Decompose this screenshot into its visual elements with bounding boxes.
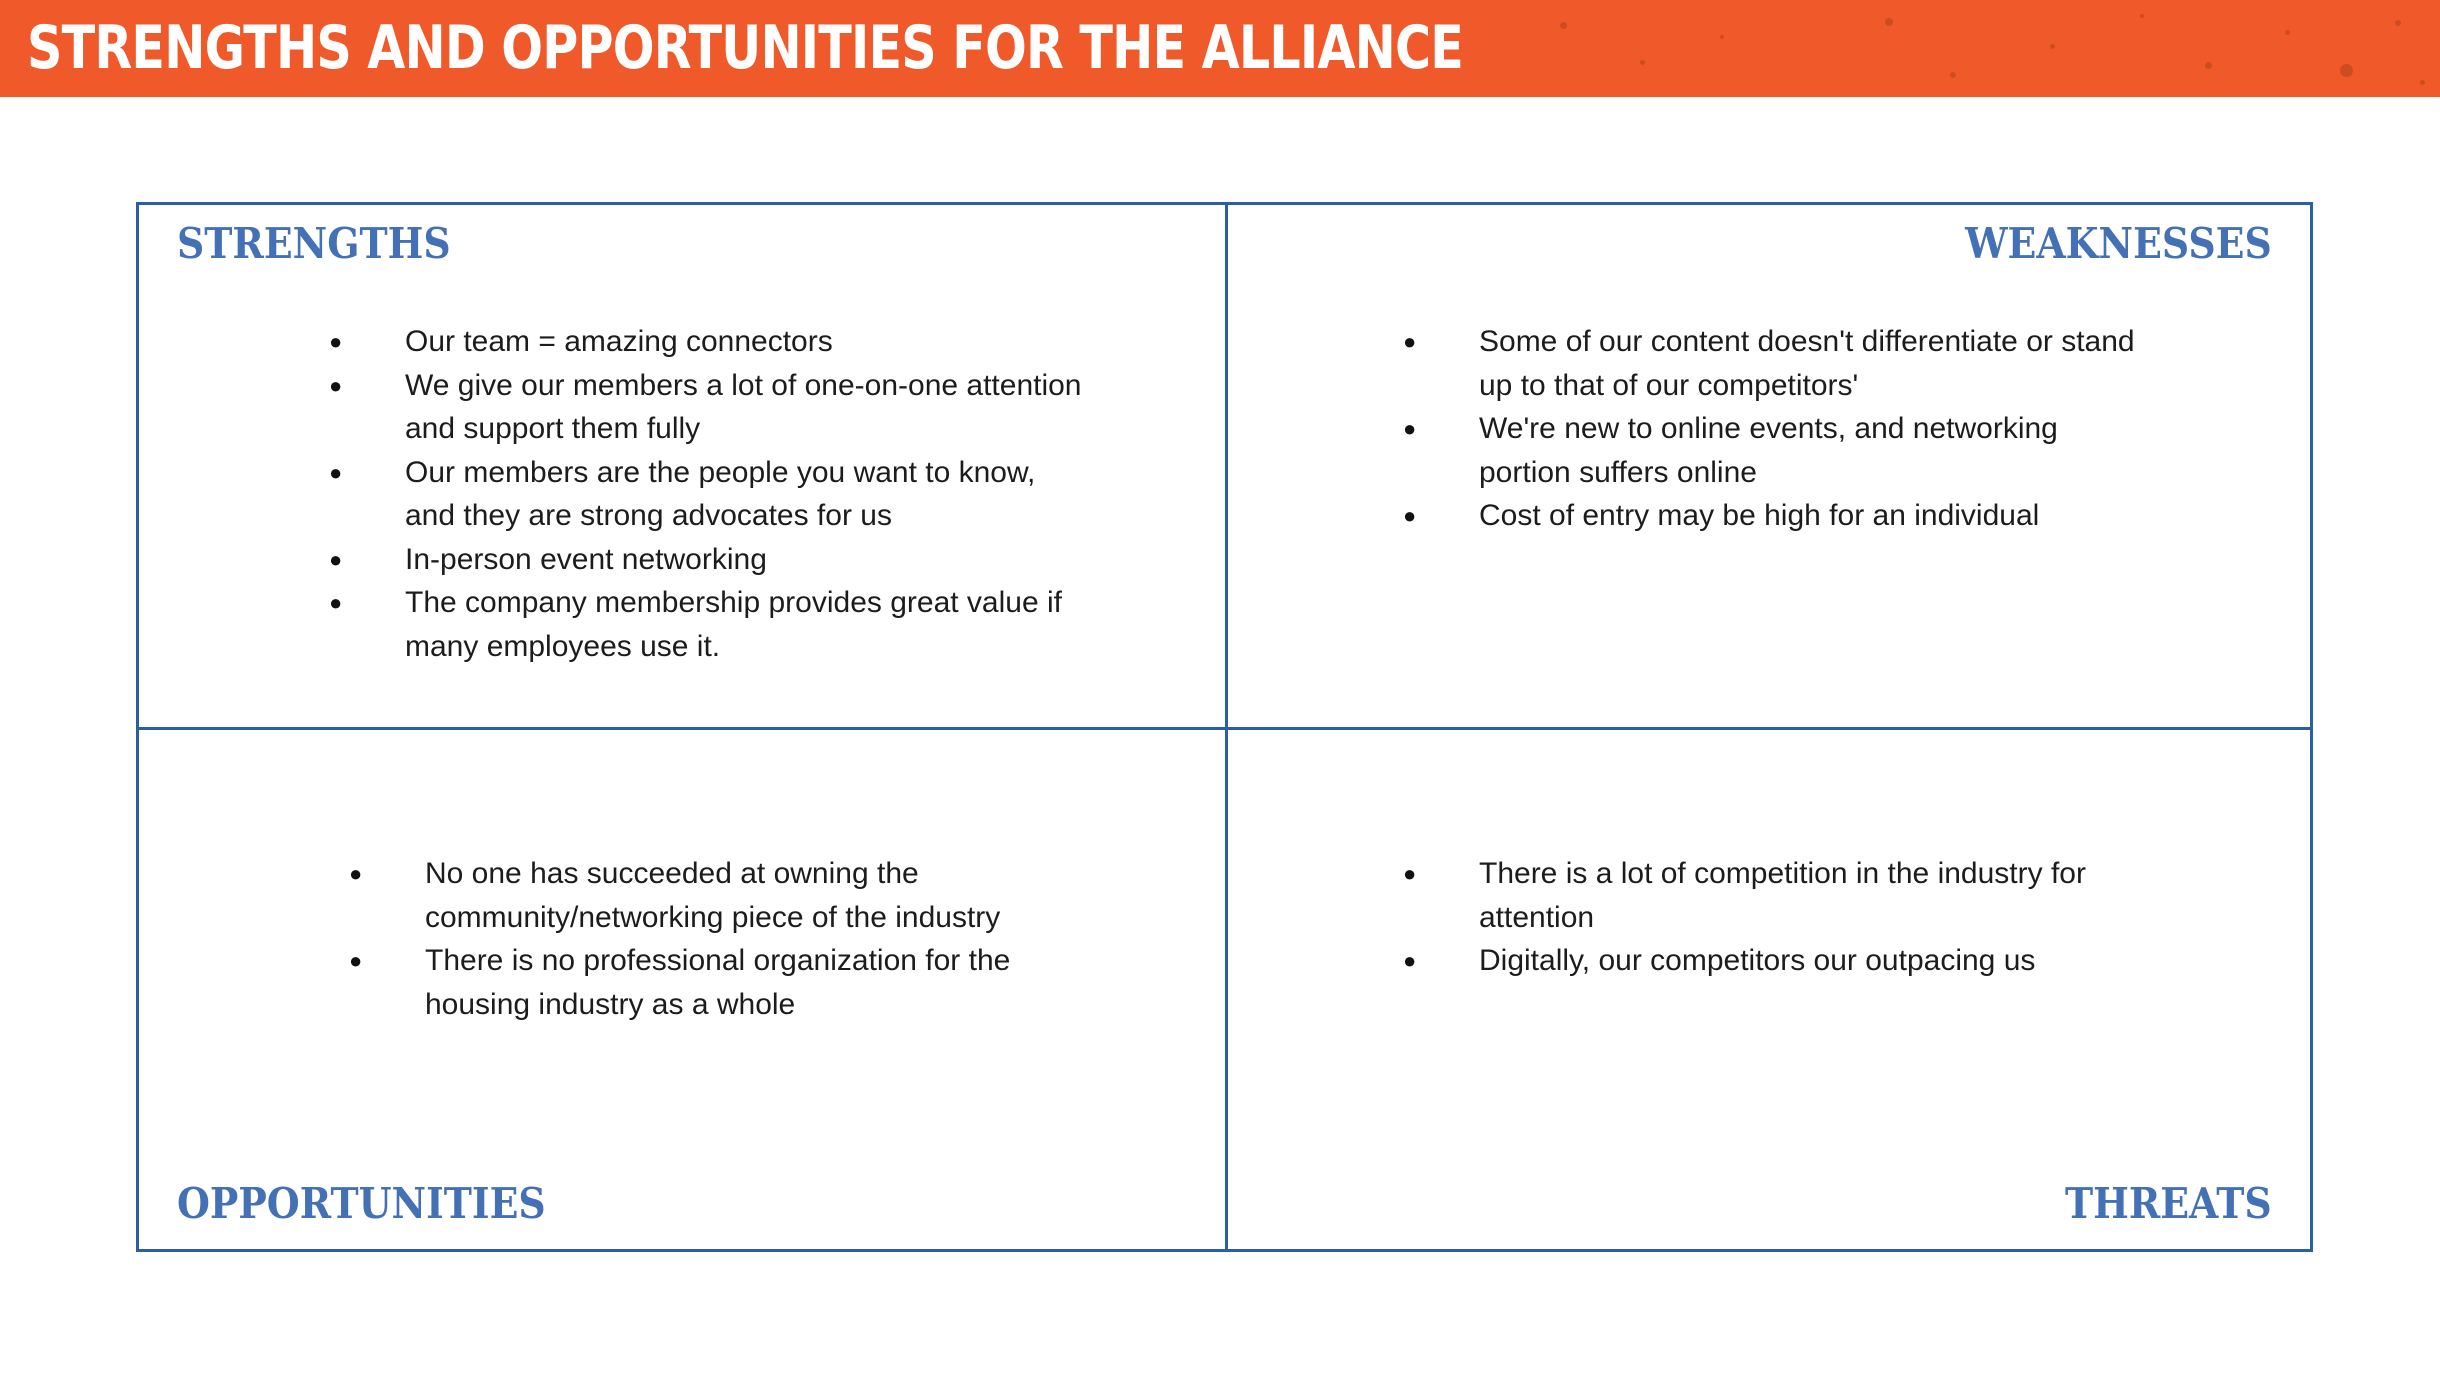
texture-speck <box>2205 62 2212 69</box>
list-item: ● There is no professional organization for the housing industry as a whole <box>349 939 1109 1026</box>
texture-speck <box>2340 64 2353 77</box>
strengths-heading: STRENGTHS <box>177 219 451 268</box>
threats-list <box>1403 852 2153 983</box>
list-item: ● The company membership provides great value if many employees use it. <box>329 581 1089 668</box>
texture-speck <box>2140 14 2144 18</box>
list-item: ● In-person event networking <box>329 538 1089 582</box>
page-title: STRENGTHS AND OPPORTUNITIES FOR THE ALLIANCE <box>27 13 1464 83</box>
list-item: ● Digitally, our competitors our outpacing us <box>1403 939 2153 983</box>
list-item: ● Some of our content doesn't differentiate or stand up to that of our competitors' <box>1403 320 2153 407</box>
list-item: ● Our members are the people you want to know, and they are strong advocates for us <box>329 451 1089 538</box>
list-item: ● We give our members a lot of one-on-one attention and support them fully <box>329 364 1089 451</box>
header-banner <box>0 0 2440 97</box>
texture-speck <box>1560 22 1567 29</box>
texture-speck <box>1720 35 1724 39</box>
texture-speck <box>2395 20 2401 26</box>
list-item: ● Our team = amazing connectors <box>329 320 1089 364</box>
texture-speck <box>1950 72 1956 78</box>
grid-horizontal-divider <box>139 727 2310 730</box>
list-item: ● We're new to online events, and networking portion suffers online <box>1403 407 2153 494</box>
weaknesses-heading: WEAKNESSES <box>1965 219 2272 268</box>
list-item: ● Cost of entry may be high for an individual <box>1403 494 2153 538</box>
texture-speck <box>2050 44 2055 49</box>
list-item: ● There is a lot of competition in the industry for attention <box>1403 852 2153 939</box>
texture-speck <box>2420 80 2425 85</box>
texture-speck <box>2285 30 2290 35</box>
list-item: ● No one has succeeded at owning the community/networking piece of the industry <box>349 852 1109 939</box>
strengths-list <box>329 320 1089 668</box>
texture-speck <box>1640 60 1645 65</box>
weaknesses-list <box>1403 320 2153 538</box>
threats-heading: THREATS <box>2065 1179 2272 1228</box>
opportunities-list <box>349 852 1109 1026</box>
swot-grid <box>136 202 2313 1252</box>
texture-speck <box>1885 18 1893 26</box>
opportunities-heading: OPPORTUNITIES <box>177 1179 546 1228</box>
